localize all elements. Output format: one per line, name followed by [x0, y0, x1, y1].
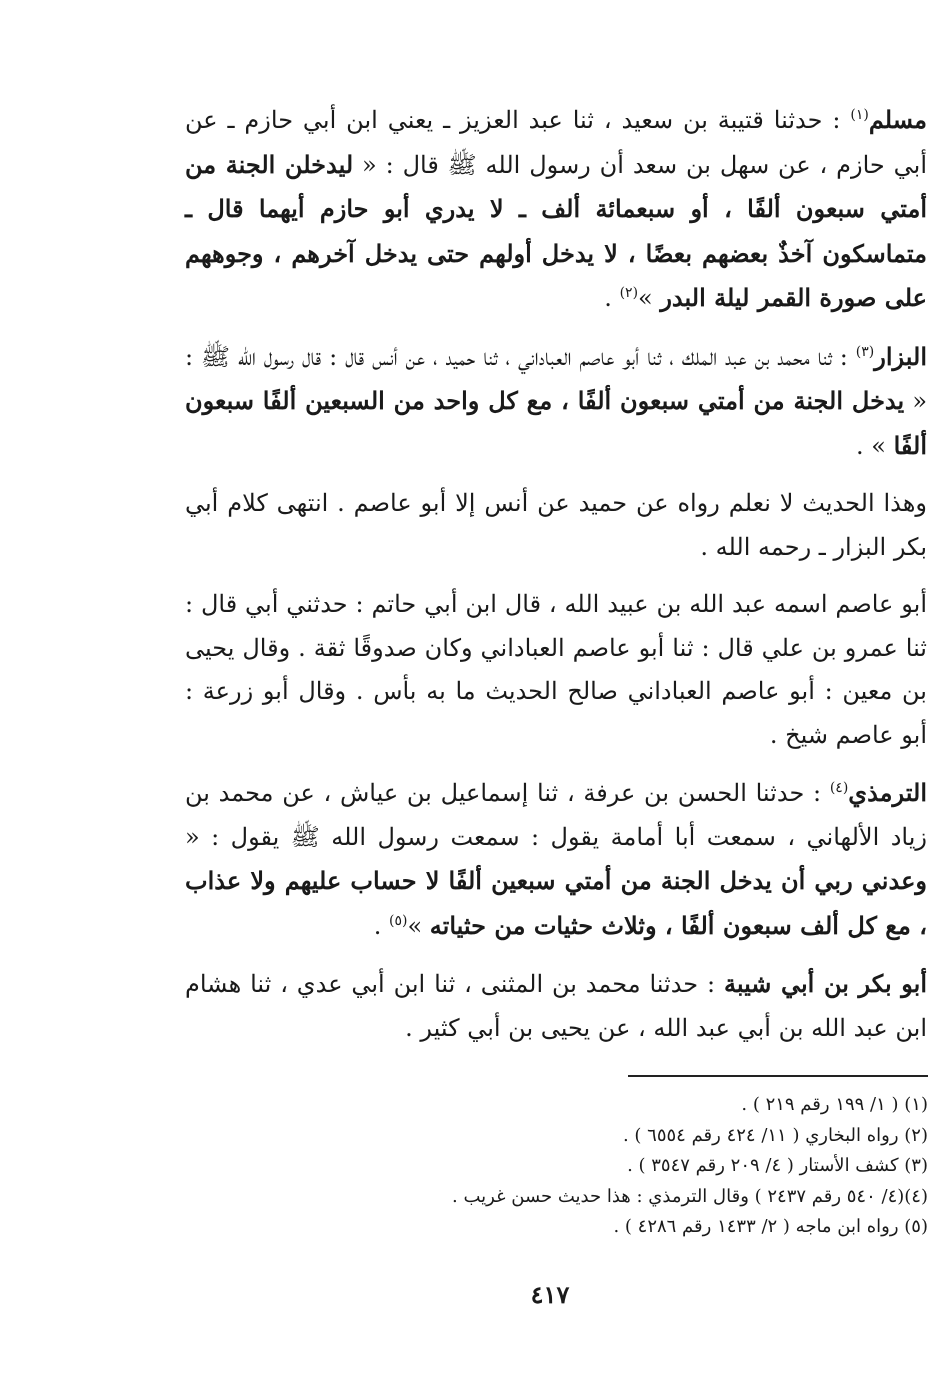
paragraph-tirmidhi: [185, 771, 927, 948]
footnote-ref: (١): [850, 107, 869, 123]
isnad-text: : حدثنا الحسن بن عرفة ، ثنا إسماعيل بن عياش ، عن محمد بن زياد الألهاني ، سمعت أبا أمامة يقول : سمعت رسول الله ﷺ يقول : «: [185, 779, 927, 851]
footnote-5: (٥) رواه ابن ماجه ( ٢/ ١٤٣٣ رقم ٤٢٨٦ ) .: [613, 1216, 928, 1237]
source-name: الترمذي: [848, 778, 927, 807]
paragraph-abu-asim: [185, 583, 927, 757]
source-name: البزار: [874, 341, 927, 371]
source-name: أبو بكر بن أبي شيبة: [723, 969, 927, 998]
footnote-ref: (٢): [619, 285, 639, 301]
narrator-note-text: أبو عاصم اسمه عبد الله بن عبيد الله ، قال ابن أبي حاتم : حدثني أبي قال : ثنا عمرو بن علي قال : ثنا أبو عاصم العباداني وكان صدوقًا ثقة . وقال يحيى بن معين : أبو عاصم العباداني صالح الحديث ما به بأس . وقال أبو زرعة : أبو عاصم شيخ .: [185, 590, 927, 749]
paragraph-bazzar-comment: [185, 482, 927, 569]
page-number: ٤١٧: [530, 1280, 570, 1309]
footnote-1: (١) ( ١/ ١٩٩ رقم ٢١٩ ) .: [741, 1094, 928, 1115]
isnad-text: : حدثنا قتيبة بن سعيد ، ثنا عبد العزيز ـ يعني ابن أبي حازم ـ عن أبي حازم ، عن سهل بن سعد أن رسول الله ﷺ قال : «: [185, 106, 927, 179]
hadith-text: يدخل الجنة من أمتي سبعون ألفًا ، مع كل واحد من السبعين ألفًا سبعون ألفًا: [185, 386, 927, 460]
hadith-text: ليدخلن الجنة من أمتي سبعون ألفًا ، أو سبعمائة ألف ـ لا يدري أبو حازم أيهما قال ـ متماسكون آخذٌ بعضهم بعضًا ، لا يدخل أولهم حتى يدخل آخرهم ، وجوههم على صورة القمر ليلة البدر: [185, 149, 927, 312]
footnotes: [300, 1090, 928, 1243]
isnad-text: : ثنا محمد بن عبد الملك ، ثنا أبو عاصم العباداني ، ثنا حميد ، عن أنس قال : قال رسول الله ﷺ : «: [185, 342, 927, 415]
period: .: [604, 284, 620, 312]
footnote-3: (٣) كشف الأستار ( ٤/ ٢٠٩ رقم ٣٥٤٧ ) .: [627, 1155, 928, 1176]
footnote-separator: [628, 1075, 928, 1077]
footnote-ref: (٣): [855, 343, 875, 360]
comment-text: وهذا الحديث لا نعلم رواه عن حميد عن أنس إلا أبو عاصم . انتهى كلام أبي بكر البزار ـ رحمه الله .: [185, 489, 927, 561]
paragraph-bazzar: [185, 335, 927, 469]
footnote-ref: (٥): [389, 912, 408, 929]
source-name: مسلم: [868, 105, 927, 134]
closing-quote: » .: [855, 431, 894, 460]
paragraph-ibn-abi-shayba: [185, 962, 927, 1050]
hadith-text: وعدني ربي أن يدخل الجنة من أمتي سبعين ألفًا لا حساب عليهم ولا عذاب ، مع كل ألف سبعون ألفًا ، وثلاث حثيات من حثياته: [185, 866, 927, 940]
footnote-2: (٢) رواه البخاري ( ١١/ ٤٢٤ رقم ٦٥٥٤ ) .: [622, 1124, 928, 1146]
isnad-text: : حدثنا محمد بن المثنى ، ثنا ابن أبي عدي ، ثنا هشام ابن عبد الله بن أبي عبد الله ، عن يحيى بن أبي كثير .: [185, 970, 927, 1042]
paragraph-muslim: [185, 98, 927, 321]
closing-quote: »: [638, 284, 661, 312]
closing-quote: »: [407, 911, 430, 940]
main-text: [185, 98, 927, 1064]
footnote-4: (٤)(٤/ ٥٤٠ رقم ٢٤٣٧ ) وقال الترمذي : هذا حديث حسن غريب .: [452, 1185, 928, 1207]
period: .: [373, 911, 390, 940]
footnote-ref: (٤): [829, 780, 849, 796]
